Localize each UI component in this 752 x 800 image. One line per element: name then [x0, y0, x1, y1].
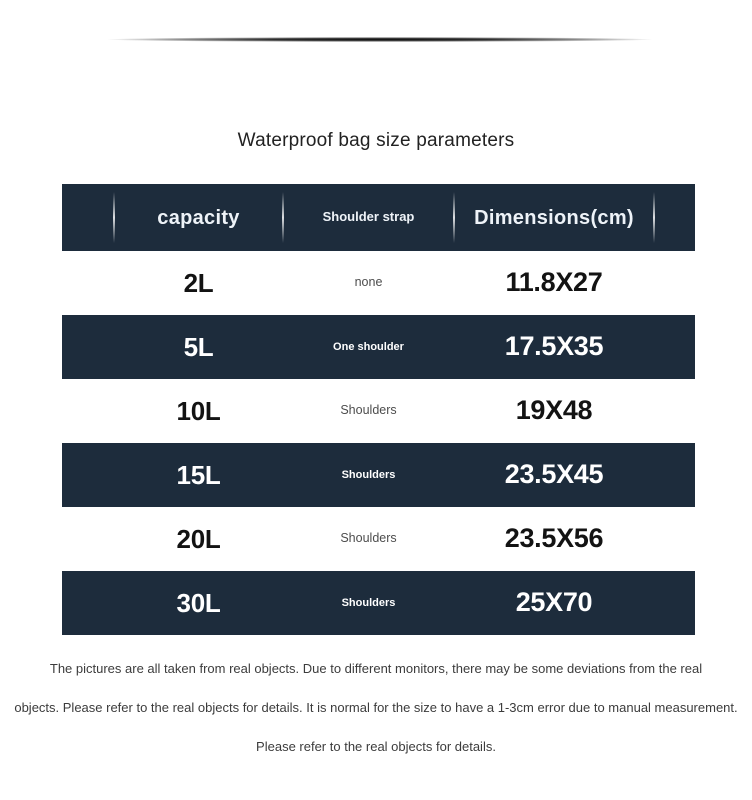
dimensions-cell: 25X70 — [515, 587, 593, 618]
decorative-divider-line — [106, 37, 654, 42]
header-column-divider — [653, 192, 655, 243]
column-header-dimensions: Dimensions(cm) — [474, 206, 634, 229]
disclaimer-line: Please refer to the real objects for details. — [256, 739, 496, 754]
dimensions-cell: 23.5X45 — [504, 459, 604, 490]
capacity-cell: 5L — [183, 331, 214, 362]
disclaimer-notes — [0, 649, 752, 766]
dimensions-cell: 17.5X35 — [504, 331, 604, 362]
column-header-strap: Shoulder strap — [322, 209, 415, 225]
table-row — [62, 571, 695, 635]
dimensions-cell: 19X48 — [515, 395, 593, 426]
strap-cell: Shoulders — [340, 403, 397, 418]
strap-cell: Shoulders — [341, 596, 396, 609]
disclaimer-line: objects. Please refer to the real objects for details. It is normal for the size to have a 1-3cm error due to manual measurement. — [14, 700, 738, 715]
table-row — [62, 443, 695, 507]
size-table — [62, 184, 695, 635]
capacity-cell: 2L — [183, 267, 214, 298]
capacity-cell: 10L — [176, 395, 221, 426]
table-row — [62, 507, 695, 571]
strap-cell: One shoulder — [333, 340, 404, 353]
strap-cell: Shoulders — [340, 531, 397, 546]
disclaimer-line: The pictures are all taken from real objects. Due to different monitors, there may be some deviations from the real — [49, 661, 703, 676]
header-column-divider — [282, 192, 284, 243]
capacity-cell: 15L — [176, 459, 221, 490]
capacity-cell: 30L — [176, 587, 221, 618]
dimensions-cell: 11.8X27 — [505, 267, 603, 298]
column-header-capacity: capacity — [157, 206, 240, 229]
capacity-cell: 20L — [176, 523, 221, 554]
table-row — [62, 315, 695, 379]
header-column-divider — [453, 192, 455, 243]
strap-cell: none — [354, 275, 383, 290]
strap-cell: Shoulders — [341, 468, 396, 481]
page-title: Waterproof bag size parameters — [237, 129, 515, 151]
dimensions-cell: 23.5X56 — [504, 523, 604, 554]
table-row — [62, 251, 695, 315]
table-row — [62, 379, 695, 443]
table-header-row — [62, 184, 695, 251]
header-column-divider — [113, 192, 115, 243]
